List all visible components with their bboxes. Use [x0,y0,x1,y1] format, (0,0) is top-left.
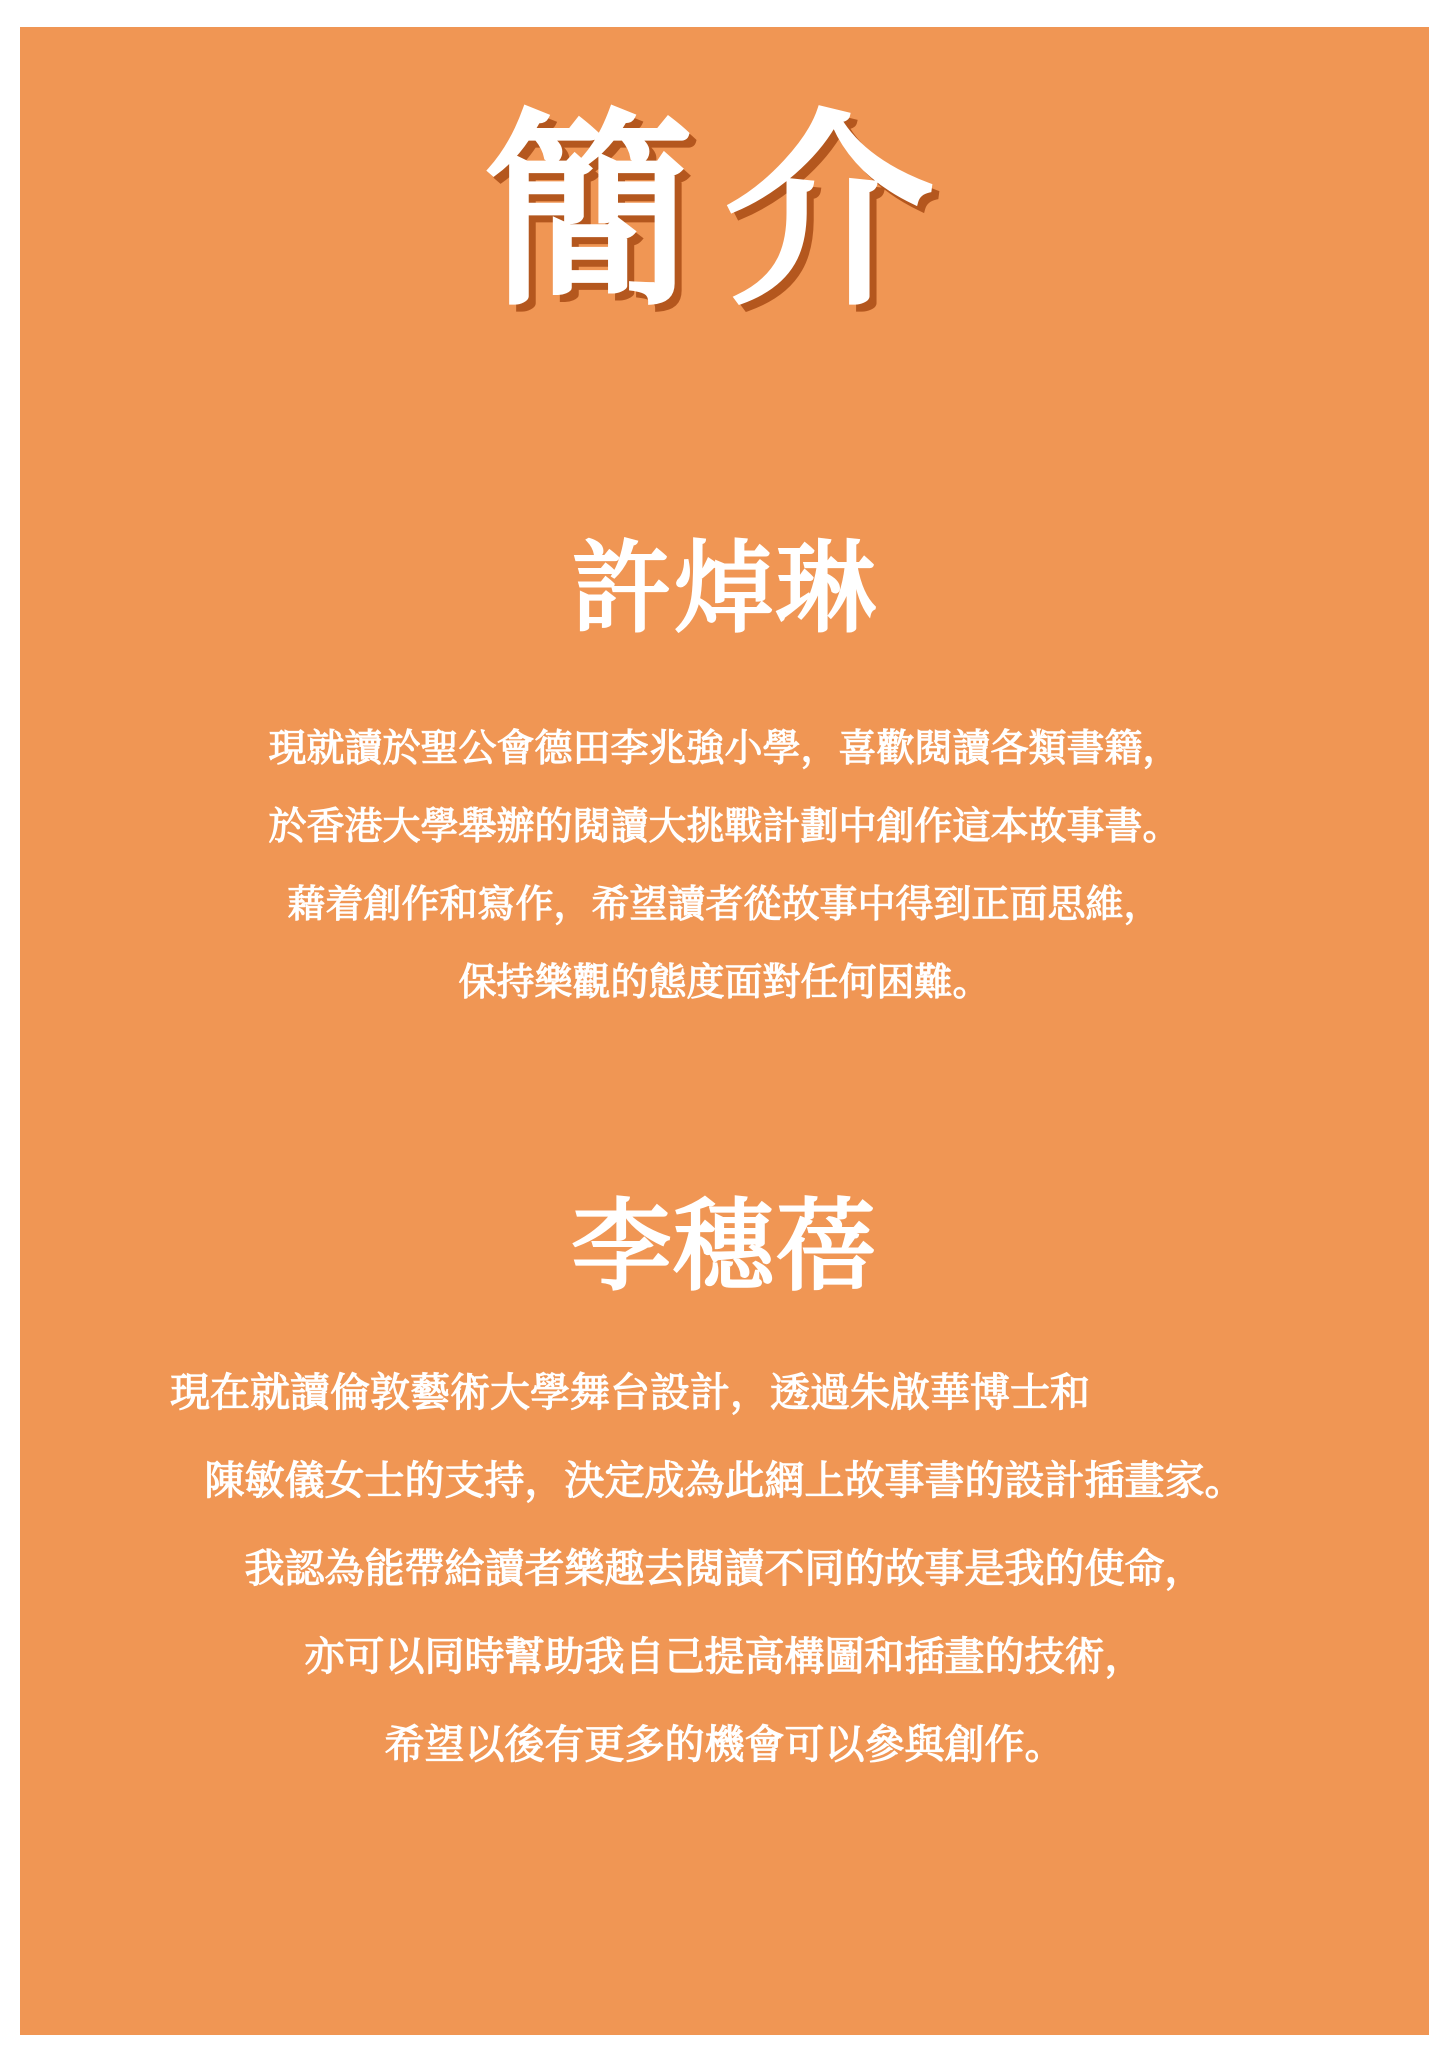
bio-line: 陳敏儀女士的支持，決定成為此網上故事書的設計插畫家。 [204,1458,1245,1504]
page-title: 簡介 [484,88,965,335]
profile-name-1: 許焯琳 [571,530,878,647]
profile-bio-2 [20,1349,1429,1789]
profile-bio-1 [20,709,1429,1021]
profile-name-2: 李穗蓓 [571,1188,878,1305]
bio-line: 藉着創作和寫作，希望讀者從故事中得到正面思維， [287,882,1162,926]
bio-line: 希望以後有更多的機會可以參與創作。 [384,1722,1065,1768]
bio-line: 保持樂觀的態度面對任何困難。 [458,960,991,1004]
bio-line: 我認為能帶給讀者樂趣去閱讀不同的故事是我的使命， [244,1546,1205,1592]
bio-line: 於香港大學舉辦的閱讀大挑戰計劃中創作這本故事書。 [268,804,1181,848]
bio-line: 現就讀於聖公會德田李兆強小學，喜歡閱讀各類書籍， [268,726,1181,770]
bio-line: 現在就讀倫敦藝術大學舞台設計，透過朱啟華博士和 [170,1370,1090,1416]
page [20,27,1429,2035]
bio-line: 亦可以同時幫助我自己提高構圖和插畫的技術， [304,1634,1145,1680]
